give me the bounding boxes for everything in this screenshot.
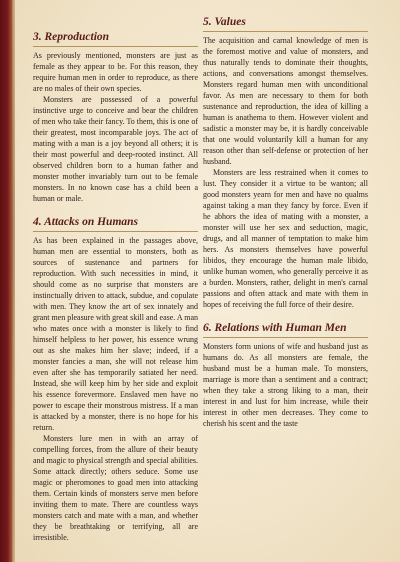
paragraph: As previously mentioned, monsters are just as female as they appear to be. For this reason, they require human men in order to reproduce, as there are no males of their own species. (33, 51, 198, 93)
right-column (203, 15, 368, 429)
paragraph: Monsters form unions of wife and husband just as humans do. As all monsters are female, the husband must be a human male. To monsters, marriage is more than a sentiment and a contract; when they take a strong liking to a man, their interest in and lust for him increase, while their interest in other men decreases. They come to cherish his scent and the taste (203, 342, 368, 428)
spine-edge (12, 0, 15, 562)
paragraph: Monsters lure men in with an array of compelling forces, from the allure of their beauty and magic to physical strength and special abilities. Some attack directly; others seduce. Some use magic or pheromones to goad men into attacking them. Certain kinds of monsters serve men before inviting them to mate. There are countless ways monsters catch and mate with a man, and whether they be breathtaking or terrifying, all are irresistible. (33, 434, 198, 542)
section-heading-reproduction: 3. Reproduction (33, 30, 198, 47)
section-heading-attacks: 4. Attacks on Humans (33, 215, 198, 232)
paragraph: Monsters are possessed of a powerful instinctive urge to conceive and bear the children of men who take their fancy. To them, this is one of their greatest, most incomparable joys. The act of mating with a man is a joy beyond all others; it is their most powerful and deep-rooted instinct. All observed children born to a human father and monster mother invariably turn out to be female monsters. In no known case has a child been a human or male. (33, 95, 198, 203)
left-column (33, 30, 198, 543)
paragraph: Monsters are less restrained when it comes to lust. They consider it a virtue to be wanton; all good monsters yearn for men and have no qualms against taking a man they fancy by force. Even if he abhors the idea of mating with a monster, a monster will use her sex and seduction, magic, drugs, and all manner of temptation to make him hers. As monsters themselves have powerful libidos, they encourage the human male libido, unlike human women, who generally perceive it as a burden. Monsters, rather, delight in men's carnal passions and often attack and mate with them in hopes of receiving the full force of their desire. (203, 168, 368, 309)
section-heading-relations: 6. Relations with Human Men (203, 321, 368, 338)
paragraph: As has been explained in the passages above, human men are essential to monsters, both as sources of sustenance and partners for reproduction. With such necessities in mind, it should come as no surprise that monsters are instinctually driven to attack, subdue, and copulate with men. They know the art of sex innately and grant men pleasure with great skill and ease. A man who mates once with a monster is likely to find himself helpless to her power, his essence wrung out as she makes him her slave; indeed, if a monster fancies a man, she will not release him even after she has temporarily satiated her need. Instead, she will keep him by her side and exploit his essence forevermore. Enslaved men have no power to escape their monstrous mistress. If a man is attacked by a monster, there is no hope for his return. (33, 236, 198, 432)
section-heading-values: 5. Values (203, 15, 368, 32)
paragraph: The acquisition and carnal knowledge of men is the foremost motive and value of monsters, and thus naturally tends to dominate their thoughts, actions, and conversations amongst themselves. Monsters regard human men with unconditional favor. As men are necessary to them for both sustenance and reproduction, the idea of killing a human is anathema to them. However violent and sadistic a monster may be, it is hardly conceivable that one would voluntarily kill a human for any reason other than self-defense or protection of her husband. (203, 36, 368, 166)
